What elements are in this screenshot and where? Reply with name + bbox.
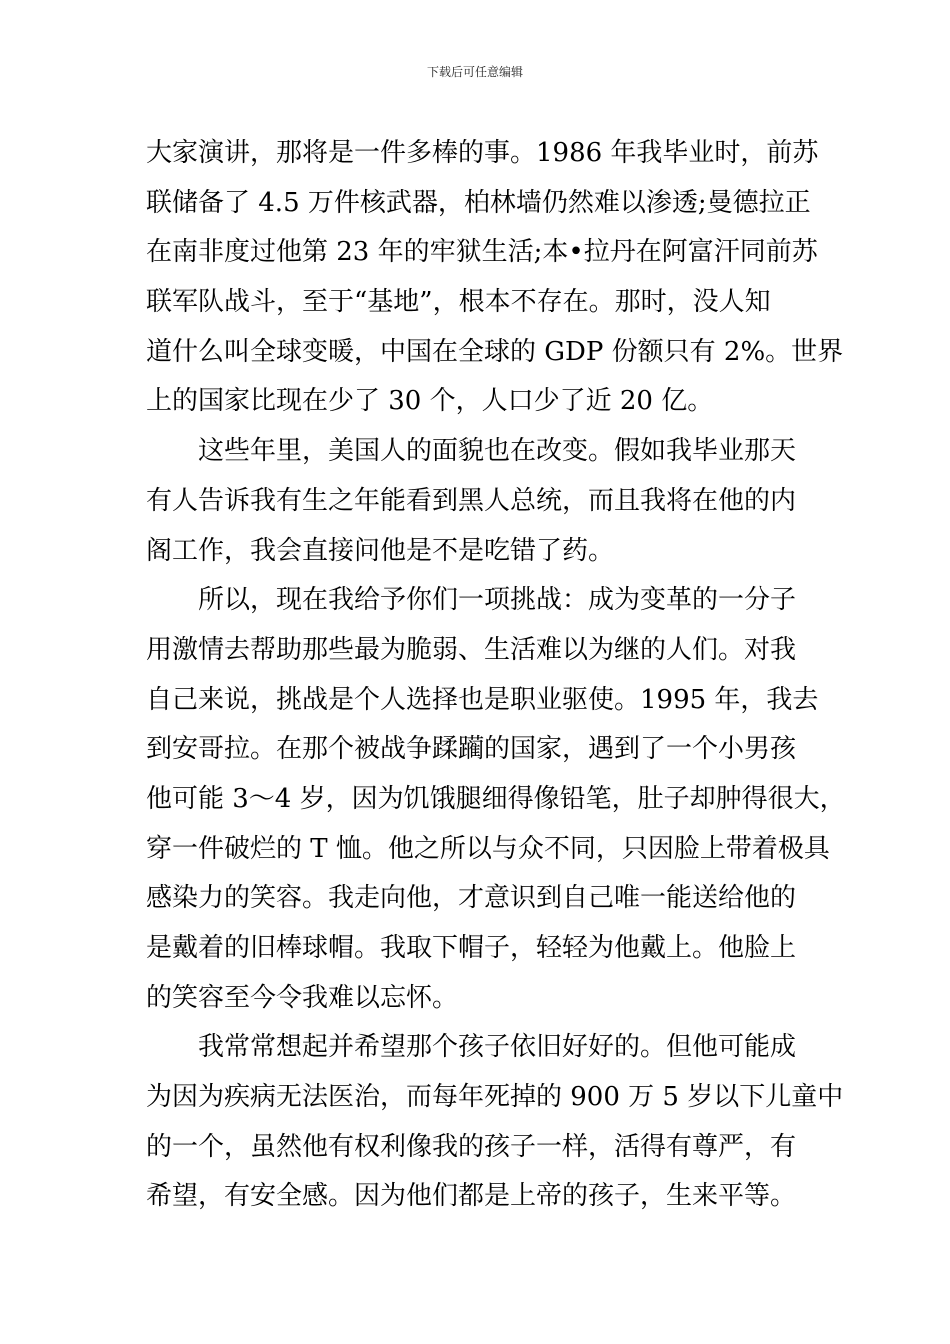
text-line: 所以，现在我给予你们一项挑战：成为变革的一分子 [198,585,797,616]
text-line: 上的国家比现在少了 30 个，人口少了近 20 亿。 [146,386,714,417]
page-header: 下载后可任意编辑 [426,65,523,79]
text-line: 道什么叫全球变暖，中国在全球的 GDP 份额只有 2%。世界 [146,336,844,367]
paragraph-2 [146,427,808,576]
paragraph-4 [146,1023,844,1222]
text-line: 感染力的笑容。我走向他，才意识到自己唯一能送给他的 [146,883,797,914]
text-line: 到安哥拉。在那个被战争蹂躏的国家，遇到了一个小男孩 [146,734,797,765]
text-line: 有人告诉我有生之年能看到黑人总统，而且我将在他的内 [146,485,797,516]
paragraph-3 [146,576,846,1023]
text-line: 我常常想起并希望那个孩子依旧好好的。但他可能成 [198,1032,797,1063]
text-line: 阁工作，我会直接问他是不是吃错了药。 [146,535,615,566]
text-line: 这些年里，美国人的面貌也在改变。假如我毕业那天 [198,436,797,467]
text-line: 自己来说，挑战是个人选择也是职业驱使。1995 年，我去 [146,684,819,715]
text-line: 联储备了 4.5 万件核武器，柏林墙仍然难以渗透;曼德拉正 [146,187,811,218]
text-line: 希望，有安全感。因为他们都是上帝的孩子，生来平等。 [146,1181,797,1212]
text-line: 大家演讲，那将是一件多棒的事。1986 年我毕业时，前苏 [146,138,819,168]
text-line: 的笑容至今令我难以忘怀。 [146,982,459,1013]
text-line: 穿一件破烂的 T 恤。他之所以与众不同，只因脸上带着极具 [146,833,830,864]
paragraph-1 [146,129,844,427]
text-line: 联军队战斗，至于“基地”，根本不存在。那时，没人知 [146,287,771,318]
text-line: 在南非度过他第 23 年的牢狱生活;本•拉丹在阿富汗同前苏 [146,237,818,268]
text-line: 他可能 3～4 岁，因为饥饿腿细得像铅笔，肚子却肿得很大， [146,783,846,814]
text-line: 的一个，虽然他有权利像我的孩子一样，活得有尊严，有 [146,1131,797,1162]
text-line: 为因为疾病无法医治，而每年死掉的 900 万 5 岁以下儿童中 [146,1082,844,1113]
document-body [146,129,846,1222]
text-line: 用激情去帮助那些最为脆弱、生活难以为继的人们。对我 [146,634,797,665]
text-line: 是戴着的旧棒球帽。我取下帽子，轻轻为他戴上。他脸上 [146,933,797,963]
